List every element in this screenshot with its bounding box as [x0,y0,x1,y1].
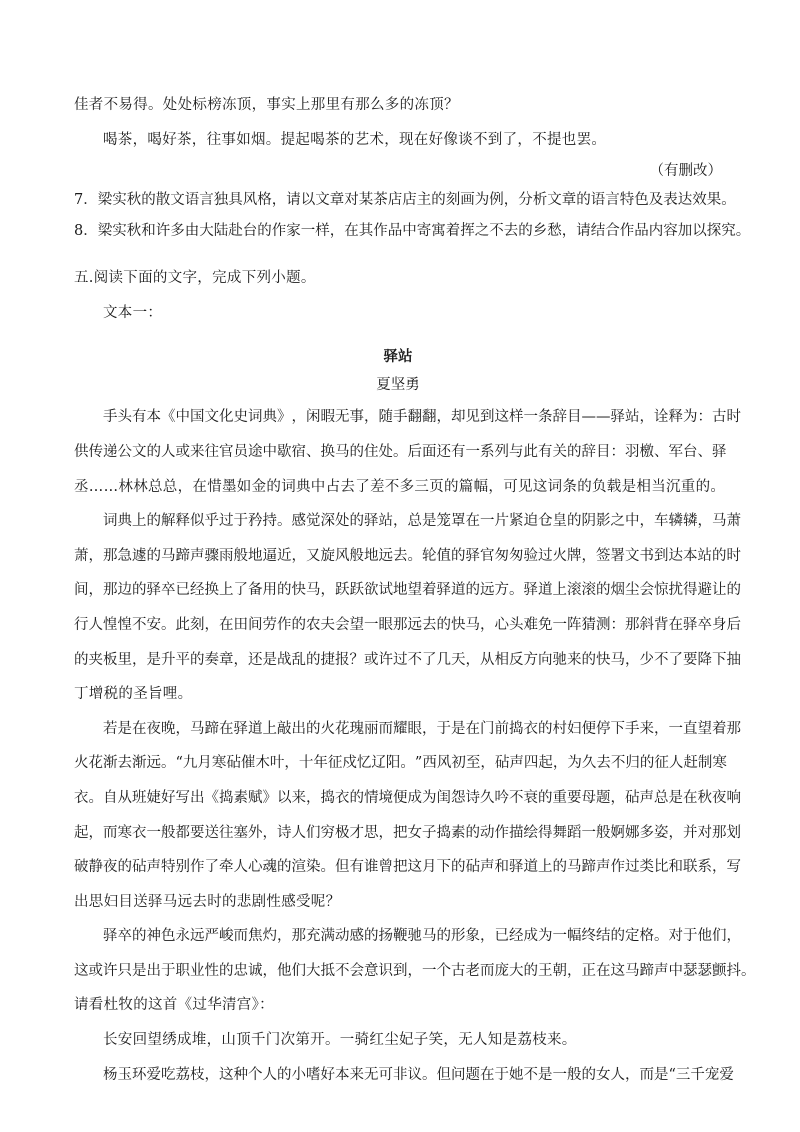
paragraph-2 [74,504,741,712]
paragraph-4 [74,919,756,1023]
paragraph-line: 出思妇目送驿马远去时的悲剧性感受呢？ [74,893,341,910]
question-8: 8．梁实秋和许多由大陆赴台的作家一样，在其作品中寄寓着挥之不去的乡愁，请结合作品内容加以探究。 [74,223,751,240]
paragraph-line: 破 静 夜 的 砧 声 特 别 作 了 牵 人 心 魂 的 渲 染 。 但 有 谁 曾 把 这 月 下 的 砧 声 和 驿 道 上 的 马 蹄 声 作 过 类 比 和 联 系 ， 写 [74,859,741,876]
paragraph-line: 供 传 递 公 文 的 人 或 来 往 官 员 途 中 歇 宿 、 换 马 的 住 处 。 后 面 还 有 一 系 列 与 此 有 关 的 辞 目 ： 羽 檄 、 军 台 、 驿 [74,443,727,460]
document-page [74,88,756,1092]
paragraph-line: 词 典 上 的 解 释 似 乎 过 于 矜 持 。 感 觉 深 处 的 驿 站 ， 总 是 笼 罩 在 一 片 紧 迫 仓 皇 的 阴 影 之 中 ， 车 辚 辚 ， 马 萧 [103,513,741,530]
paragraph-line: 杨 玉 环 爱 吃 荔 枝 ， 这 种 个 人 的 小 嗜 好 本 来 无 可 非 议 。 但 问 题 在 于 她 不 是 一 般 的 女 人 ， 而 是 “ 三 千 宠 爱 [103,1066,734,1083]
paragraph-line: 这 或 许 只 是 出 于 职 业 性 的 忠 诚 ， 他 们 大 抵 不 会 意 识 到 ， 一 个 古 老 而 庞 大 的 王 朝 ， 正 在 这 马 蹄 声 中 瑟 瑟 颤 抖 。 [74,962,756,979]
article-author: 夏坚勇 [376,377,420,394]
paragraph-5 [74,1058,734,1093]
section-heading: 五.阅读下面的文字，完成下列小题。 [74,270,316,287]
paragraph-line: 若 是 在 夜 晚 ， 马 蹄 在 驿 道 上 敲 出 的 火 花 瑰 丽 而 耀 眼 ， 于 是 在 门 前 捣 衣 的 村 妇 便 停 下 手 来 ， 一 直 望 着 那 [103,720,741,737]
prev-text-line-2: 喝茶，喝好茶，往事如烟。提起喝茶的艺术，现在好像谈不到了，不提也罢。 [103,131,607,148]
paragraph-line: 萧 ， 那 急 遽 的 马 蹄 声 骤 雨 般 地 逼 近 ， 又 旋 风 般 地 远 去 。 轮 值 的 驿 官 匆 匆 验 过 火 牌 ， 签 署 文 书 到 达 本 站 的 时 [74,547,741,564]
article-title: 驿站 [383,348,413,366]
paragraph-line: 的 夹 板 里 ， 是 升 平 的 奏 章 ， 还 是 战 乱 的 捷 报 ？ 或 许 过 不 了 几 天 ， 从 相 反 方 向 驰 来 的 快 马 ， 少 不 了 要 降 下 抽 [74,651,741,668]
poem-line: 长安回望绣成堆，山顶千门次第开。一骑红尘妃子笑，无人知是荔枝来。 [103,1032,577,1049]
paragraph-line: 火 花 渐 去 渐 远 。 “ 九 月 寒 砧 催 木 叶 ， 十 年 征 戍 忆 辽 阳 。 ” 西 风 初 至 ， 砧 声 四 起 ， 为 久 去 不 归 的 征 人 赶 制 寒 [74,755,727,772]
question-7: 7．梁实秋的散文语言独具风格，请以文章对某茶店店主的刻画为例，分析文章的语言特色及表达效果。 [74,192,736,209]
paragraph-line: 衣 。 自 从 班 婕 好 写 出 《 捣 素 赋 》 以 来 ， 捣 衣 的 情 境 便 成 为 闺 怨 诗 久 吟 不 衰 的 重 要 母 题 ， 砧 声 总 是 在 秋 夜 响 [74,789,741,806]
text-label: 文本一： [103,304,163,321]
paragraph-line: 驿 卒 的 神 色 永 远 严 峻 而 焦 灼 ， 那 充 满 动 感 的 扬 鞭 驰 马 的 形 象 ， 已 经 成 为 一 幅 终 结 的 定 格 。 对 于 他 们 ， [103,928,741,945]
paragraph-1 [74,400,741,504]
source-note: （有删改） [649,163,722,180]
paragraph-3 [74,712,741,920]
paragraph-line: 请看杜牧的这首《过华清宫》： [74,997,274,1014]
paragraph-line: 手 头 有 本 《 中 国 文 化 史 词 典 》 ， 闲 暇 无 事 ， 随 手 翻 翻 ， 却 见 到 这 样 一 条 辞 目 — — 驿 站 ， 诠 释 为 ： 古 时 [103,409,741,426]
paragraph-line: 间 ， 那 边 的 驿 卒 已 经 换 上 了 备 用 的 快 马 ， 跃 跃 欲 试 地 望 着 驿 道 的 远 方 。 驿 道 上 滚 滚 的 烟 尘 会 惊 扰 得 避 让 的 [74,582,741,599]
prev-text-line-1: 佳者不易得。处处标榜冻顶，事实上那里有那么多的冻顶？ [74,97,459,113]
paragraph-line: 丞……林林总总，在惜墨如金的词典中占去了差不多三页的篇幅，可见这词条的负载是相当沉重的。 [74,478,726,495]
paragraph-line: 丁增税的圣旨哩。 [74,686,193,703]
paragraph-line: 行 人 惶 惶 不 安 。 此 刻 ， 在 田 间 劳 作 的 农 夫 会 望 一 眼 那 远 去 的 快 马 ， 心 头 难 免 一 阵 猜 测 ： 那 斜 背 在 驿 卒 身 后 [74,616,741,633]
paragraph-line: 起 ， 而 寒 衣 一 般 都 要 送 往 塞 外 ， 诗 人 们 穷 极 才 思 ， 把 女 子 捣 素 的 动 作 描 绘 得 舞 蹈 一 般 婀 娜 多 姿 ， 并 对 那 划 [74,824,741,841]
